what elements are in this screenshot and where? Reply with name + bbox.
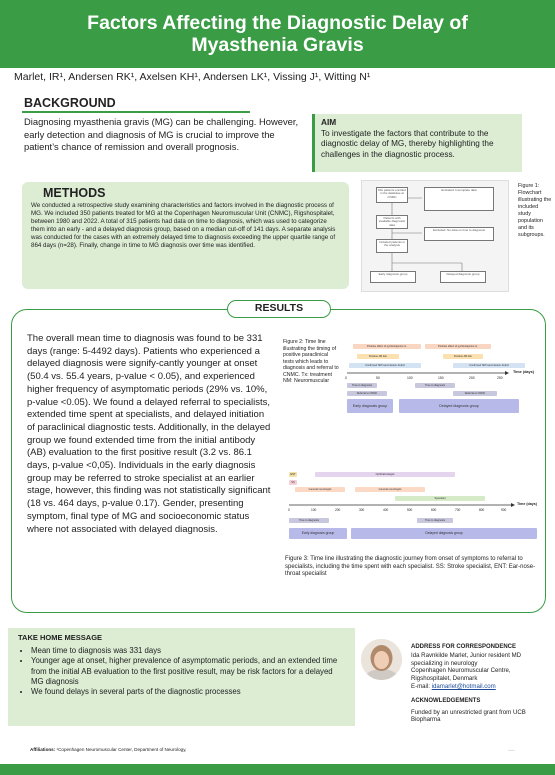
fig2-tick: 100	[407, 376, 413, 380]
fig3-delayed-group: Delayed diagnosis group	[351, 528, 537, 539]
correspondence-line: Rigshospitalet, Denmark	[411, 675, 478, 683]
flow-box-early: Early diagnosis group	[370, 271, 416, 283]
fig3-early-group: Early diagnosis group	[289, 528, 347, 539]
background-heading: BACKGROUND	[24, 96, 116, 110]
flow-box-included: Included patients in the analysis	[376, 239, 408, 253]
correspondence-line: Copenhagen Neuromuscular Centre,	[411, 667, 511, 675]
fig3-tick: 400	[383, 508, 389, 512]
flow-box-available: Patients with available diagnostic data	[376, 215, 408, 229]
figure2-timeline	[343, 339, 540, 417]
background-underline	[22, 111, 250, 113]
author-portrait-icon	[361, 639, 402, 680]
figure1-caption: Figure 1: Flowchart illustrating the included study population and its subgroups.	[518, 183, 552, 238]
poster-header	[0, 0, 555, 68]
fig3-tick: 0	[288, 508, 290, 512]
fig3-tick: 900	[501, 508, 507, 512]
figure2-caption: Figure 2: Time line illustrating the timing of positive paraclinical tests which leads to diagnosis and referral to CNMC. Tx: treatment NM: Neuromuscular	[283, 339, 339, 384]
email-label: E-mail:	[411, 682, 432, 690]
footer-logo-icon: ◦◦◦◦	[508, 748, 516, 754]
affiliations-text: ¹Copenhagen Neuromuscular Center, Department of Neurology,	[55, 747, 187, 752]
fig2-pyridostigmine-delayed: Positive effect of pyridostigmine tx.	[425, 344, 491, 349]
correspondence-line: Ida Ravnkilde Marlet, Junior resident MD	[411, 651, 522, 659]
fig2-dx-early: Time to diagnosis	[347, 383, 377, 388]
methods-box	[22, 182, 349, 289]
methods-text: We conducted a retrospective study examining characteristics and factors involved in the diagnostic process of MG. We included 350 patients treated for MG at the Copenhagen Neuromuscular Unit (CNMC), Rigshospitalet, between 1980 and 2022. A total of 315 patients had data on time to diagnosis, which was used to categorize them into an early - and a delayed diagnosis group, based on a median cut-off of 141 days. A separate analysis was conducted for the cases with an extremely delayed time to diagnosis exceeding the upper quartile range of 864 days (n=28). Finally, change in time to MG diagnosis over time was identified.	[31, 202, 336, 249]
fig3-ticks	[285, 508, 515, 514]
flow-box-enrolled: MG patients enrolled in the database at CNMC	[376, 187, 408, 203]
fig2-tick: 50	[376, 376, 380, 380]
affiliations-label: Affiliations:	[30, 747, 56, 752]
fig3-ophthalmologist: Ophthalmologist	[315, 472, 455, 477]
fig3-tick: 700	[455, 508, 461, 512]
fig2-tick: 250	[497, 376, 503, 380]
results-text: The overall mean time to diagnosis was found to be 331 days (range: 5-4492 days). Patients who experienced a delayed diagnosis were signify-cantly younger at onset (50.4 vs. 55.4 years, p-value < 0.05), and experienced higher frequency of asymptomatic periods (29% vs. 10%, p-value <0.05). We found a delayed referral to specialists, extended time spent at specialists, and delayed initiation of paraclinical diagnostic tests. Additionally, in the delayed group we found extended time from the initial antibody (AB) evaluation to the first positive result (3.2 vs. 86.1 days, p-value <0,05). Individuals in the early diagnosis group may be referred to stroke specialist at an earlier stage, however, this finding was not statistically significant (18 vs. 464 days, p-value 0.17). Gender, presenting symptom, final type of MG and socioeconomic status where not associated with delayed diagnosis.	[27, 333, 271, 535]
take-home-item: • We found delays in several parts of the diagnostic processes	[31, 687, 345, 697]
fig2-ab-early: Positive AB titer	[357, 354, 399, 359]
aim-box	[312, 114, 522, 172]
fig2-ref-early: Referral to CNMC	[347, 391, 387, 396]
fig2-ab-delayed: Positive AB titer	[443, 354, 483, 359]
fig3-tick: 100	[311, 508, 317, 512]
correspondence-email-line	[411, 683, 551, 691]
fig3-neurologist-delayed: General neurologist	[355, 487, 425, 492]
fig2-nm-delayed: Confirmed NM transmission defect	[453, 363, 525, 368]
take-home-heading: TAKE HOME MESSAGE	[18, 633, 103, 642]
fig2-tick: 150	[438, 376, 444, 380]
background-text: Diagnosing myasthenia gravis (MG) can be challenging. However, early detection and diagnosis of MG is crucial to improve the patient’s chance of remission and overall prognosis.	[24, 116, 299, 153]
fig2-ticks	[343, 376, 508, 382]
fig3-neurologist-early: General neurologist	[295, 487, 345, 492]
fig2-tick: 200	[469, 376, 475, 380]
figure3-caption: Figure 3: Time line illustrating the diagnostic journey from onset of symptoms to referral to specialists, including the time spent with each specialist. SS: Stroke specialist, ENT: Ear-nose-throat specialist	[285, 556, 536, 578]
correspondence-heading: ADDRESS FOR CORRESPONDENCE	[411, 644, 517, 650]
take-home-list	[18, 646, 345, 697]
aim-text: To investigate the factors that contribute to the diagnostic delay of MG, thereby highlighting the challenges in the diagnostic process.	[321, 129, 494, 159]
fig3-dx-early: Time to diagnosis	[289, 518, 329, 523]
fig2-dx-delayed: Time to diagnosis	[415, 383, 455, 388]
figure1-flowchart	[361, 180, 509, 292]
take-home-item: • Younger age at onset, higher prevalence of asymptomatic periods, and an extended time from the initial AB evaluation to the first positive result, may be risk factors for a delayed MG diagnosis	[31, 656, 345, 687]
correspondence-block	[411, 644, 551, 724]
authors: Marlet, IR¹, Andersen RK¹, Axelsen KH¹, Andersen LK¹, Vissing J¹, Witting N¹	[14, 71, 371, 83]
email-link[interactable]: idamarlet@hotmail.com	[431, 682, 496, 690]
fig3-ss: SS	[289, 480, 297, 485]
correspondence-line: specializing in neurology	[411, 659, 478, 667]
methods-heading: METHODS	[43, 186, 106, 200]
fig2-pyridostigmine-early: Positive effect of pyridostigmine tx.	[353, 344, 421, 349]
fig3-tick: 500	[407, 508, 413, 512]
acknowledgements-heading: ACKNOWLEDGEMENTS	[411, 697, 481, 704]
author-photo	[361, 639, 402, 680]
fig3-tick: 600	[431, 508, 437, 512]
poster-title: Factors Affecting the Diagnostic Delay of Myasthenia Gravis	[87, 12, 468, 56]
acknowledgements-text: Funded by an unrestricted grant from UCB Biopharma	[411, 708, 526, 724]
aim-heading: AIM	[321, 117, 337, 127]
fig3-tick: 200	[335, 508, 341, 512]
figure3-timeline	[285, 470, 543, 547]
fig2-nm-early: Confirmed NM transmission defect	[349, 363, 421, 368]
fig2-delayed-group: Delayed diagnosis group	[399, 399, 519, 413]
fig3-specialist: Specialist	[395, 496, 485, 501]
take-home-item: • Mean time to diagnosis was 331 days	[31, 646, 345, 656]
take-home-box	[8, 628, 355, 726]
results-heading: RESULTS	[227, 300, 331, 318]
fig2-axis-label: Time (days)	[513, 370, 535, 374]
fig2-tick: 0	[345, 376, 347, 380]
footer-bar	[0, 764, 555, 775]
fig3-tick: 300	[359, 508, 365, 512]
flow-box-delayed: Delayed diagnosis group	[440, 271, 486, 283]
fig2-early-group: Early diagnosis group	[347, 399, 393, 413]
flow-box-excluded-1: Excluded: Incomplete data	[424, 187, 494, 211]
fig3-tick: 800	[479, 508, 485, 512]
affiliations	[30, 747, 186, 752]
flow-box-excluded-2: Excluded: No data on time to diagnosis	[424, 227, 494, 241]
fig3-ent: ENT	[290, 473, 296, 476]
fig3-dx-delayed: Time to diagnosis	[417, 518, 453, 523]
fig3-axis-label: Time (days)	[517, 502, 537, 506]
fig2-ref-delayed: Referral to CNMC	[453, 391, 497, 396]
